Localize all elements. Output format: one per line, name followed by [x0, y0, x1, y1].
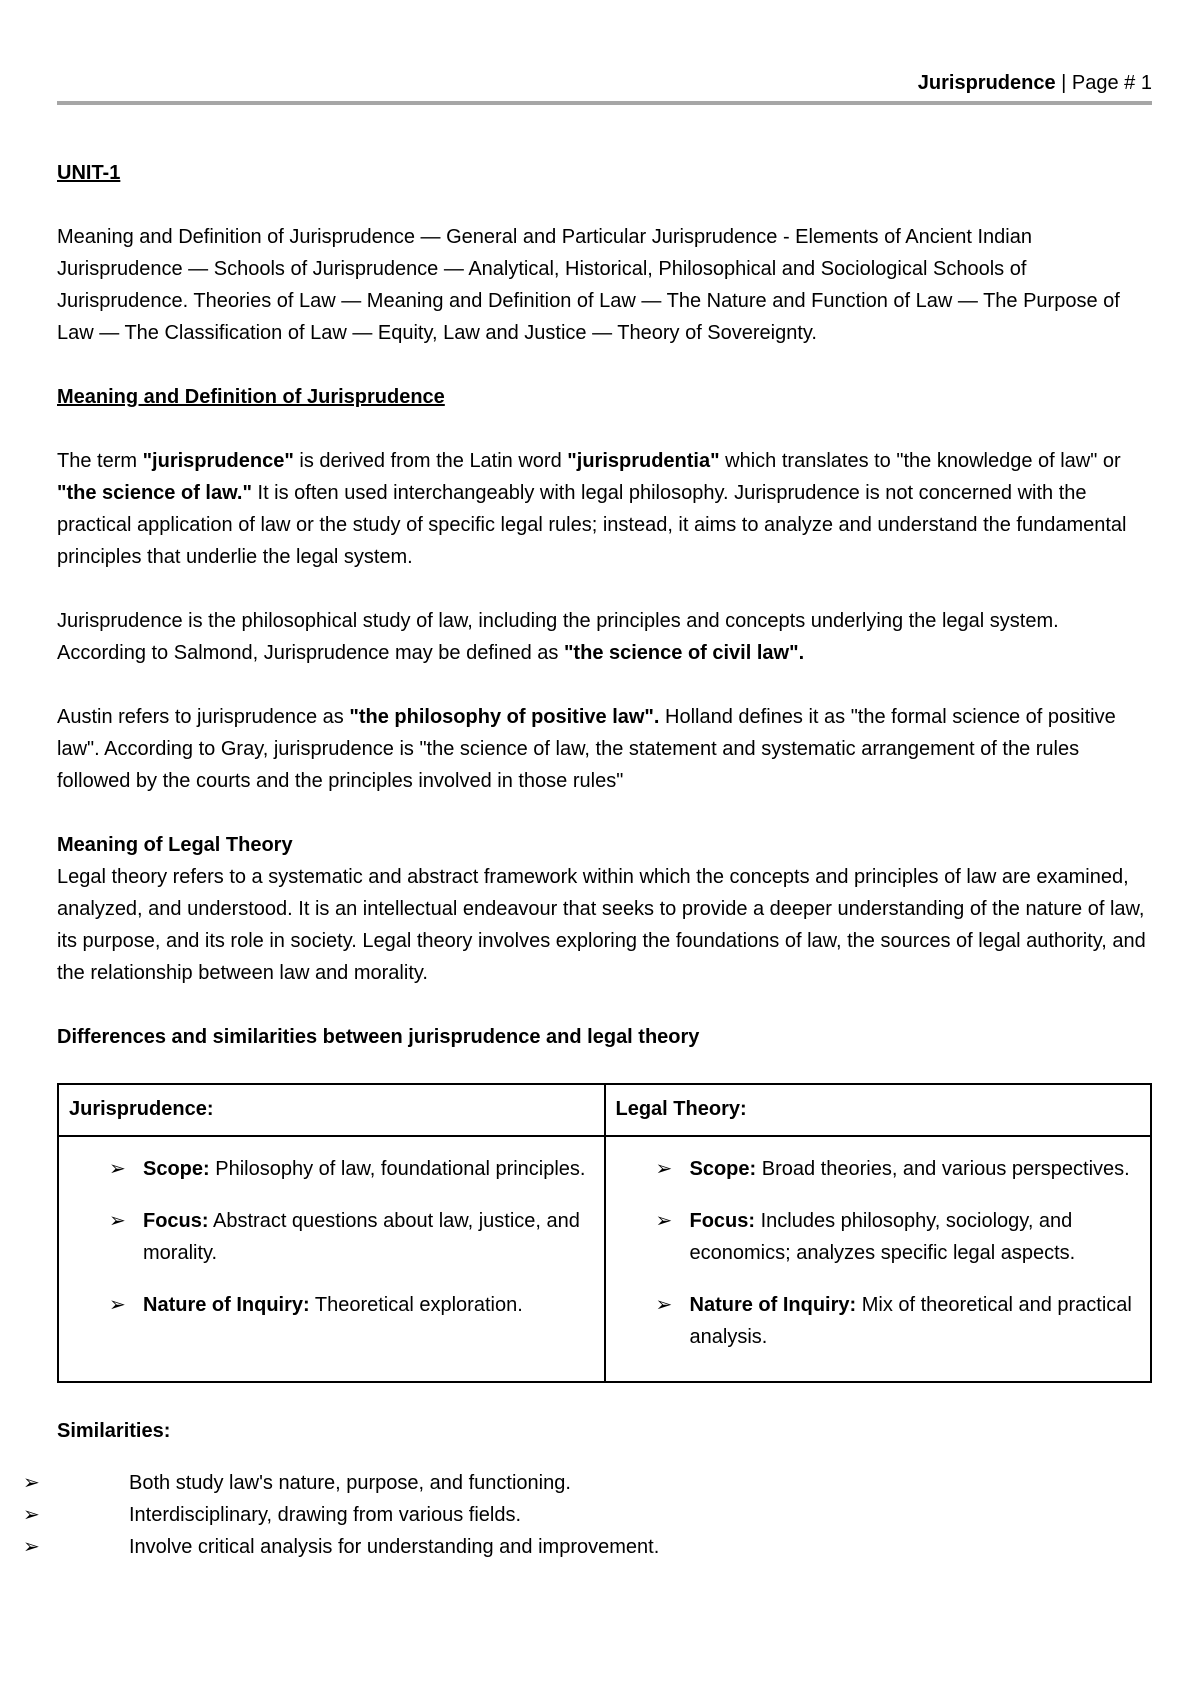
arrow-bullet-icon: ➢: [23, 1504, 40, 1526]
arrow-bullet-icon: ➢: [655, 1158, 673, 1180]
arrow-bullet-icon: ➢: [109, 1158, 126, 1180]
item-label: Focus:: [689, 1210, 756, 1232]
list-item: [23, 1531, 1152, 1563]
list-item: [109, 1205, 592, 1269]
item-text: Philosophy of law, foundational principles.: [209, 1158, 586, 1180]
table-header-row: [58, 1084, 1151, 1136]
comparison-table: [57, 1083, 1152, 1383]
text-run: Jurisprudence is the philosophical study of law, including the principles and concepts underlying the legal system. According to Salmond, Jurisprudence may be defined as: [57, 610, 1059, 664]
item-text: Mix of theoretical and practical analysis.: [689, 1294, 1132, 1348]
bold-term: "the philosophy of positive law".: [349, 706, 660, 728]
arrow-bullet-icon: ➢: [23, 1536, 40, 1558]
bullet-list: [655, 1153, 1139, 1353]
header-title: Jurisprudence: [917, 72, 1056, 94]
item-text: Both study law's nature, purpose, and functioning.: [129, 1472, 571, 1494]
unit-heading: UNIT-1: [57, 162, 121, 184]
text-run: is derived from the Latin word: [293, 450, 568, 472]
arrow-bullet-icon: ➢: [109, 1294, 126, 1316]
arrow-bullet-icon: ➢: [23, 1472, 40, 1494]
list-item: [655, 1153, 1139, 1185]
item-label: Focus:: [143, 1210, 209, 1232]
text-run: The term: [57, 450, 143, 472]
table-cell-legal-theory: [605, 1136, 1152, 1382]
list-item: [655, 1205, 1139, 1269]
section-heading-legal-theory: Meaning of Legal Theory: [57, 834, 293, 856]
item-text: Includes philosophy, sociology, and economics; analyzes specific legal aspects.: [689, 1210, 1076, 1264]
list-item: [109, 1153, 592, 1185]
bold-term: "the science of civil law".: [563, 642, 805, 664]
item-label: Scope:: [689, 1158, 757, 1180]
section-heading-differences: Differences and similarities between jurisprudence and legal theory: [57, 1026, 700, 1048]
item-label: Nature of Inquiry:: [143, 1294, 310, 1316]
page-header: [918, 72, 1152, 95]
bold-term: "jurisprudence": [142, 450, 294, 472]
item-label: Scope:: [143, 1158, 210, 1180]
definition-paragraph-3: [57, 701, 1152, 797]
text-run: Holland defines it as "the formal science of positive law". According to Gray, jurisprudence is "the science of law, the statement and systematic arrangement of the rules followed by the courts and the principles involved in those rules": [57, 706, 1116, 792]
list-item: [23, 1467, 1152, 1499]
header-rule: [57, 101, 1152, 105]
table-row: [58, 1136, 1151, 1382]
document-body: [23, 157, 1152, 1563]
section-heading-meaning-definition: Meaning and Definition of Jurisprudence: [57, 386, 445, 408]
bold-term: "the science of law.": [57, 482, 252, 504]
item-label: Nature of Inquiry:: [689, 1294, 857, 1316]
syllabus-text: Meaning and Definition of Jurisprudence — General and Particular Jurisprudence - Elements of Ancient Indian Jurisprudence — Schools of Jurisprudence — Analytical, Historical, Philosophical and Sociological Schools of Jurisprudence. Theories of Law — Meaning and Definition of Law — The Nature and Function of Law — The Purpose of Law — The Classification of Law — Equity, Law and Justice — Theory of Sovereignty.: [57, 226, 1120, 344]
text-run: It is often used interchangeably with legal philosophy. Jurisprudence is not concerned with the practical application of law or the study of specific legal rules; instead, it aims to analyze and understand the fundamental principles that underlie the legal system.: [57, 482, 1127, 568]
item-text: Broad theories, and various perspectives.: [756, 1158, 1130, 1180]
item-text: Involve critical analysis for understanding and improvement.: [129, 1536, 660, 1558]
item-text: Theoretical exploration.: [309, 1294, 523, 1316]
arrow-bullet-icon: ➢: [109, 1210, 126, 1232]
definition-paragraph-2: [57, 605, 1152, 669]
bullet-list: [109, 1153, 592, 1321]
arrow-bullet-icon: ➢: [655, 1294, 673, 1316]
legal-theory-paragraph: Legal theory refers to a systematic and abstract framework within which the concepts and principles of law are examined, analyzed, and understood. It is an intellectual endeavour that seeks to provide a deeper understanding of the nature of law, its purpose, and its role in society. Legal theory involves exploring the foundations of law, the sources of legal authority, and the relationship between law and morality.: [57, 866, 1146, 984]
item-text: Interdisciplinary, drawing from various fields.: [129, 1504, 522, 1526]
similarities-list: [23, 1467, 1152, 1563]
similarities-heading: Similarities:: [57, 1420, 171, 1442]
table-header-jurisprudence: Jurisprudence:: [58, 1084, 605, 1136]
arrow-bullet-icon: ➢: [655, 1210, 673, 1232]
item-text: Abstract questions about law, justice, and morality.: [143, 1210, 580, 1264]
list-item: [109, 1289, 592, 1321]
text-run: Austin refers to jurisprudence as: [57, 706, 350, 728]
definition-paragraph-1: [57, 445, 1152, 573]
text-run: which translates to "the knowledge of law" or: [719, 450, 1121, 472]
header-page-number: | Page # 1: [1055, 72, 1152, 94]
table-header-legal-theory: Legal Theory:: [605, 1084, 1152, 1136]
bold-term: "jurisprudentia": [567, 450, 720, 472]
list-item: [655, 1289, 1139, 1353]
table-cell-jurisprudence: [58, 1136, 605, 1382]
list-item: [23, 1499, 1152, 1531]
